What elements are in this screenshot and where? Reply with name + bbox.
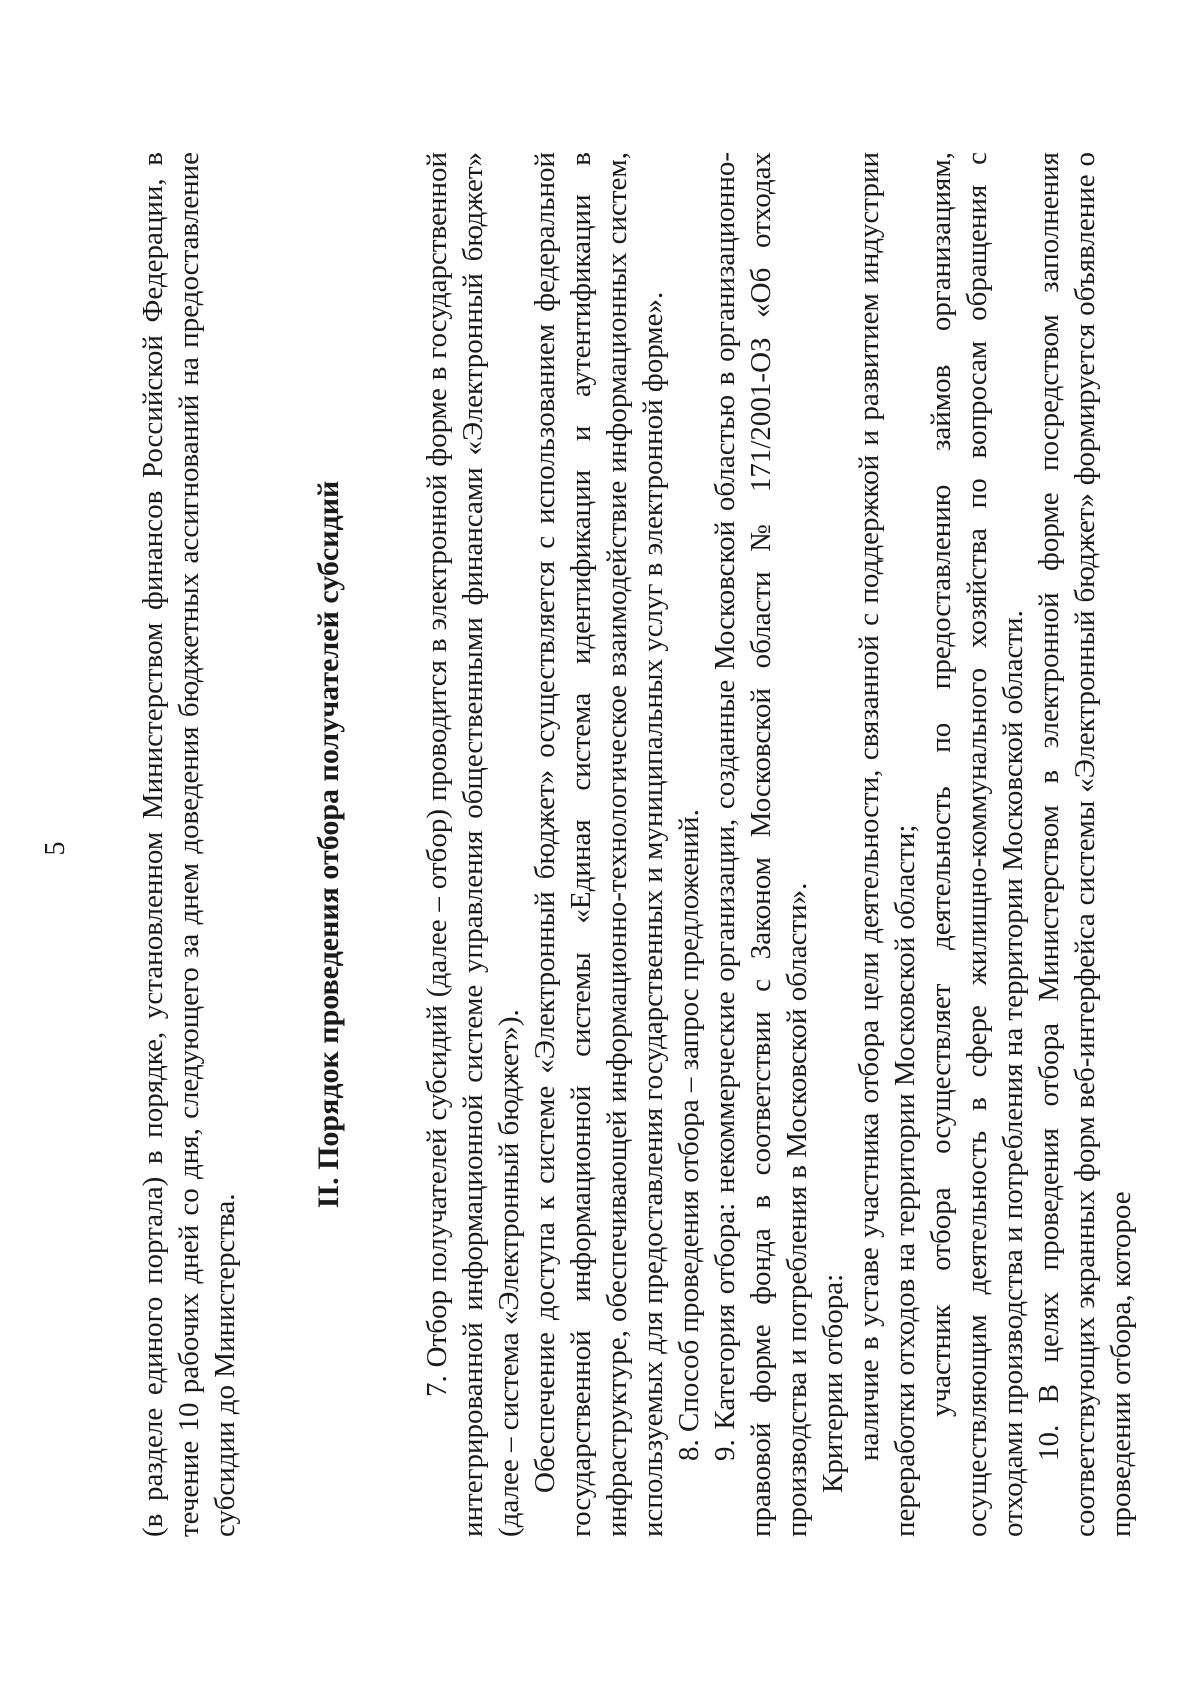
paragraph-criteria-heading: Критерии отбора: (817, 1273, 849, 1493)
paragraph-item-7: 7. Отбор получателей субсидий (далее – отбор) проводится в электронной форме в государственной интегрированной информационной системе управления общественными финансами «Электронный бюджет» (далее – система «Электронный бюджет»). (421, 152, 525, 1537)
paragraph-criterion-2: участник отбора осуществляет деятельность по предоставлению займов организациям, осуществляющим деятельность в сфере жилищно-коммунального хозяйства по вопросам обращения с отходами производства и потребления на территории Московской области. (925, 152, 1029, 1537)
paragraph-item-8: 8. Способ проведения отбора – запрос предложений. (673, 809, 705, 1461)
paragraph-continuation: (в разделе единого портала) в порядке, установленном Министерством финансов Российской Федерации, в течение 10 рабочих дней со дня, следующего за днем доведения бюджетных ассигнований на предоставление субсидии до Министерства. (137, 152, 241, 1537)
paragraph-item-9: 9. Категория отбора: некоммерческие организации, созданные Московской областью в организационно-правовой форме фонда в соответствии с Законом Московской области № 171/2001-ОЗ «Об отходах производства и потребления в Московской области». (709, 152, 813, 1537)
document-body (135, 152, 1139, 1537)
paragraph-access: Обеспечение доступа к системе «Электронный бюджет» осуществляется с использованием федеральной государственной информационной системы «Единая система идентификации и аутентификации в инфраструктуре, обеспечивающей информационно-технологическое взаимодействие информационных систем, используемых для предоставления государственных и муниципальных услуг в электронной форме». (529, 152, 669, 1537)
paragraph-item-10: 10. В целях проведения отбора Министерством в электронной форме посредством заполнения соответствующих экранных форм веб-интерфейса системы «Электронный бюджет» формируется объявление о проведении отбора, которое (1033, 152, 1137, 1537)
section-title: II. Порядок проведения отбора получателей субсидий (312, 480, 345, 1209)
page-number: 5 (40, 841, 71, 856)
paragraph-criterion-1: наличие в уставе участника отбора цели деятельности, связанной с поддержкой и развитием индустрии переработки отходов на территории Московской области; (853, 152, 921, 1537)
